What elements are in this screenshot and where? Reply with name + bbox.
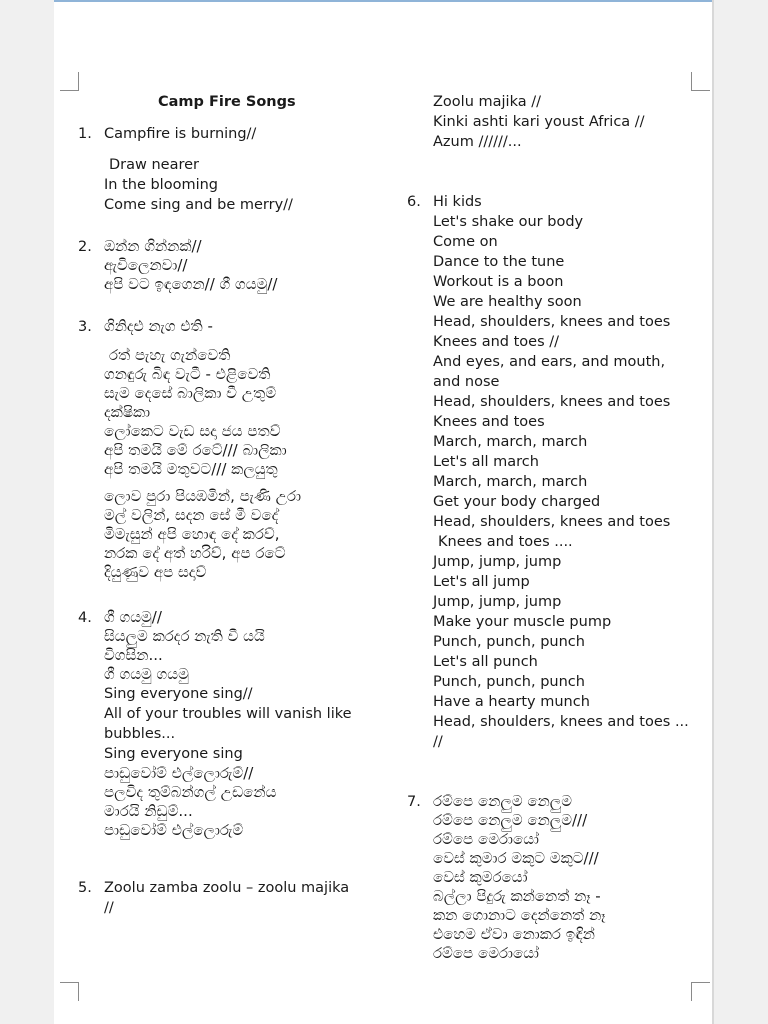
song-5-continued	[407, 92, 697, 152]
song-7	[407, 792, 697, 963]
song-line: ගනඳුරු බිඳ වැටී - එළිවෙති	[104, 365, 271, 383]
song-line: Let's all punch	[433, 654, 538, 670]
song-2	[78, 237, 388, 294]
song-line: ඇවිලෙනවා//	[104, 256, 188, 274]
song-line: Dance to the tune	[433, 254, 565, 270]
song-line: ගී ගයමු//	[104, 608, 162, 626]
song-line: Kinki ashti kari youst Africa //	[433, 114, 645, 130]
song-number: 3.	[78, 319, 92, 335]
song-line: Make your muscle pump	[433, 614, 612, 630]
song-number: 5.	[78, 880, 92, 896]
song-line: මල් වලින්, සදන සේ මී වදේ	[104, 506, 279, 524]
song-line: රත් පැහැ ගැන්වෙති	[109, 346, 231, 364]
song-line: and nose	[433, 374, 500, 390]
song-line: මිමැසුන් අපි හොඳ දේ කරව්,	[104, 525, 280, 543]
song-line: ගී ගයමු ගයමු	[104, 665, 189, 683]
song-1	[78, 124, 388, 215]
page-right-edge	[712, 0, 714, 1024]
song-line: සියලුම කරදර නැති වී යයි	[104, 627, 265, 645]
song-line: Azum //////...	[433, 134, 522, 150]
song-line: ගිනිදළු නැග එති -	[104, 317, 213, 335]
song-line: Zoolu zamba zoolu – zoolu majika	[104, 880, 350, 896]
song-line: Sing everyone sing//	[104, 686, 253, 702]
margin-mark-top-left	[60, 72, 79, 91]
song-line: වෙස් කුමරයෝ	[433, 868, 528, 886]
song-line: රම්පෙ මෙරායෝ	[433, 830, 539, 848]
song-line: වෙස් කුමාර මකුට මකුට///	[433, 849, 599, 867]
song-line: අපි වට ඉඳගෙන// ගී ගයමු//	[104, 275, 278, 293]
song-line: Zoolu majika //	[433, 94, 541, 110]
song-number: 1.	[78, 126, 92, 142]
song-line: එහෙම ඒවා නොකර ඉඳින්	[433, 925, 595, 943]
song-line: පාඩුවෝම් එල්ලොරුම්	[104, 821, 244, 839]
song-line: රම්පෙ නෙලුම නෙලුම///	[433, 811, 588, 829]
song-line: Head, shoulders, knees and toes ...	[433, 714, 689, 730]
song-line: දියුණුව අප සදාව්	[104, 563, 207, 581]
song-line: And eyes, and ears, and mouth,	[433, 354, 666, 370]
song-line: ලෝකෙට වැඩ සදා ජය පතව්	[104, 422, 281, 440]
margin-mark-top-right	[691, 72, 710, 91]
song-line-blank	[104, 479, 388, 487]
song-line: සැම දෙසේ බාලිකා වී උතුම්	[104, 384, 277, 402]
song-line: අපි තමයි මේ රටේ/// බාලිකා	[104, 441, 287, 459]
song-number: 4.	[78, 610, 92, 626]
song-number: 7.	[407, 794, 421, 810]
song-line: All of your troubles will vanish like	[104, 706, 352, 722]
song-number: 2.	[78, 239, 92, 255]
song-line: March, march, march	[433, 434, 588, 450]
margin-mark-bottom-left	[60, 982, 79, 1001]
song-line: පලවිද තුම්බන්ගල් උඩනේය	[104, 783, 277, 801]
song-line: Hi kids	[433, 194, 482, 210]
song-line: Sing everyone sing	[104, 746, 243, 762]
song-line: දක්ෂිකා	[104, 403, 151, 421]
song-line: කන ගොනාට දෙන්නෙත් නෑ	[433, 906, 606, 924]
song-line: Jump, jump, jump	[433, 554, 562, 570]
song-line: Draw nearer	[109, 157, 200, 173]
song-line: Jump, jump, jump	[433, 594, 562, 610]
song-line: In the blooming	[104, 177, 219, 193]
song-line: විගසින...	[104, 646, 163, 664]
song-line: Head, shoulders, knees and toes	[433, 314, 671, 330]
song-line: රම්පෙ මෙරායෝ	[433, 944, 539, 962]
song-line: Let's all jump	[433, 574, 530, 590]
song-line: Knees and toes //	[433, 334, 560, 350]
song-line: Head, shoulders, knees and toes	[433, 514, 671, 530]
page-top-border	[54, 0, 714, 2]
song-line: Come sing and be merry//	[104, 197, 293, 213]
song-line: ලොව පුරා පියඹමින්, පැණි උරා	[104, 487, 302, 505]
song-line: March, march, march	[433, 474, 588, 490]
song-line: bubbles...	[104, 726, 176, 742]
song-line: Knees and toes	[433, 414, 545, 430]
song-number: 6.	[407, 194, 421, 210]
song-line: Knees and toes ....	[438, 534, 573, 550]
song-line: Head, shoulders, knees and toes	[433, 394, 671, 410]
song-line-blank	[104, 144, 388, 155]
song-line: We are healthy soon	[433, 294, 582, 310]
song-line: Let's shake our body	[433, 214, 584, 230]
page-title: Camp Fire Songs	[158, 94, 296, 110]
song-line: බල්ලා පිදුරු කන්නෙත් නෑ -	[433, 887, 601, 905]
song-line: Workout is a boon	[433, 274, 564, 290]
song-line: Punch, punch, punch	[433, 674, 585, 690]
song-line: Come on	[433, 234, 498, 250]
left-column	[78, 92, 388, 918]
song-line: රම්පෙ නෙලුම නෙලුම	[433, 792, 573, 810]
song-line: Get your body charged	[433, 494, 601, 510]
song-line: Let's all march	[433, 454, 539, 470]
song-3	[78, 317, 388, 582]
song-line: //	[104, 900, 114, 916]
song-line: ඔන්න ගින්නක්//	[104, 237, 202, 255]
song-line: අපි තමයි මතුවට/// කලයුතු	[104, 460, 278, 478]
song-line-blank	[104, 336, 388, 346]
song-line: Punch, punch, punch	[433, 634, 585, 650]
song-6	[407, 192, 697, 752]
song-line: නරක දේ අත් හරිව්, අප රටේ	[104, 544, 286, 562]
song-4	[78, 608, 388, 840]
song-line: //	[433, 734, 443, 750]
right-column	[407, 92, 697, 963]
margin-mark-bottom-right	[691, 982, 710, 1001]
song-line: මාරයි නිඩුම්...	[104, 802, 193, 820]
song-5	[78, 878, 388, 918]
song-line: Campfire is burning//	[104, 126, 257, 142]
song-line: පාඩුවෝම් එල්ලොරුම්//	[104, 764, 254, 782]
song-line: Have a hearty munch	[433, 694, 590, 710]
